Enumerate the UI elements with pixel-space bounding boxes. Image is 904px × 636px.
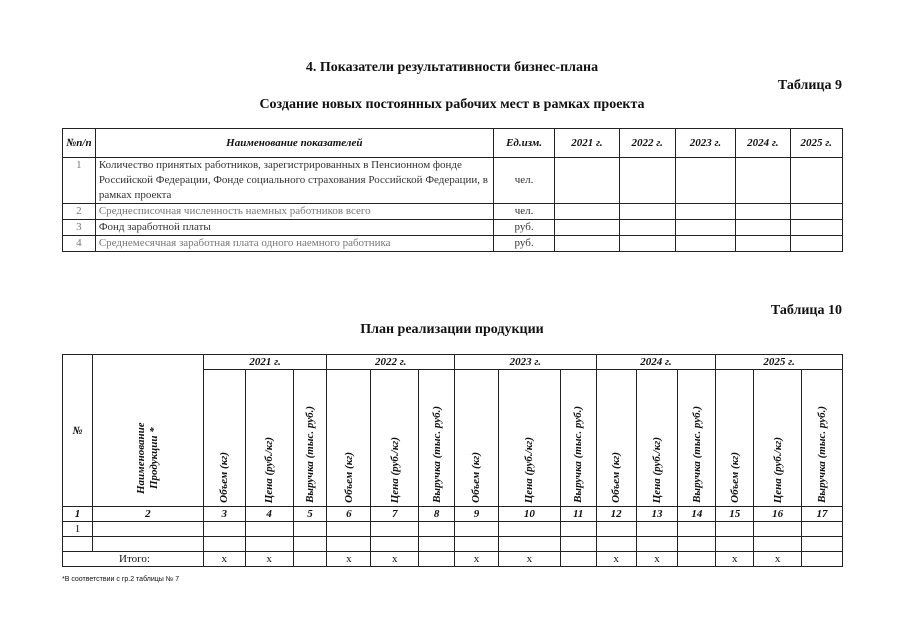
x-mark: x <box>371 552 419 567</box>
sub-revenue: Выручка (тыс. руб.) <box>802 370 843 507</box>
cell <box>555 236 619 252</box>
x-mark: x <box>455 552 499 567</box>
table-row <box>63 220 843 236</box>
sub-price: Цена (руб./кг) <box>498 370 560 507</box>
cell <box>619 220 675 236</box>
col-number: 16 <box>754 507 802 522</box>
col-number: 9 <box>455 507 499 522</box>
row-name: Среднесписочная численность наемных работников всего <box>95 204 493 220</box>
table9-header-2024: 2024 г. <box>736 129 790 158</box>
row-num: 1 <box>63 158 96 204</box>
col-number: 2 <box>92 507 203 522</box>
cell <box>619 204 675 220</box>
table10 <box>62 354 843 567</box>
table9-title: Создание новых постоянных рабочих мест в рамках проекта <box>259 97 645 112</box>
row-unit: руб. <box>493 220 555 236</box>
table-row <box>63 204 843 220</box>
table10-title: План реализации продукции <box>360 322 544 337</box>
year-2025: 2025 г. <box>716 355 843 370</box>
sub-price: Цена (руб./кг) <box>245 370 293 507</box>
sub-volume: Объем (кг) <box>203 370 245 507</box>
year-2023: 2023 г. <box>455 355 597 370</box>
row-num: 2 <box>63 204 96 220</box>
table-row <box>63 158 843 204</box>
col-number: 1 <box>63 507 93 522</box>
row-name: Фонд заработной платы <box>95 220 493 236</box>
cell <box>790 236 843 252</box>
row-unit: чел. <box>493 158 555 204</box>
x-mark: x <box>327 552 371 567</box>
row-unit: чел. <box>493 204 555 220</box>
row-num: 1 <box>63 522 93 537</box>
col-number: 11 <box>560 507 596 522</box>
table-row-total <box>63 552 843 567</box>
cell <box>675 236 735 252</box>
sub-volume: Объем (кг) <box>455 370 499 507</box>
col-number: 13 <box>636 507 678 522</box>
sub-price: Цена (руб./кг) <box>371 370 419 507</box>
footnote: *В соответствии с гр.2 таблицы № 7 <box>62 576 180 583</box>
x-mark: x <box>245 552 293 567</box>
table9-header-2022: 2022 г. <box>619 129 675 158</box>
cell <box>736 158 790 204</box>
table10-header-name: Наименование Продукции * <box>92 355 203 507</box>
row-num: 4 <box>63 236 96 252</box>
cell <box>619 158 675 204</box>
col-number: 12 <box>596 507 636 522</box>
cell <box>555 220 619 236</box>
table9-header-unit: Ед.изм. <box>493 129 555 158</box>
table9-label: Таблица 9 <box>777 78 842 93</box>
cell <box>555 158 619 204</box>
sub-volume: Объем (кг) <box>327 370 371 507</box>
cell <box>790 204 843 220</box>
table9-header-name: Наименование показателей <box>95 129 493 158</box>
x-mark: x <box>498 552 560 567</box>
table10-header-num: № <box>63 355 93 507</box>
sub-volume: Объем (кг) <box>596 370 636 507</box>
cell <box>619 236 675 252</box>
year-2021: 2021 г. <box>203 355 327 370</box>
sub-revenue: Выручка (тыс. руб.) <box>560 370 596 507</box>
cell <box>675 204 735 220</box>
table-row <box>63 537 843 552</box>
table10-label: Таблица 10 <box>770 303 842 318</box>
table9 <box>62 128 843 252</box>
table9-header-2025: 2025 г. <box>790 129 843 158</box>
cell <box>790 220 843 236</box>
cell <box>675 158 735 204</box>
cell <box>736 204 790 220</box>
table10-colnum-row <box>63 507 843 522</box>
col-number: 7 <box>371 507 419 522</box>
col-number: 8 <box>419 507 455 522</box>
cell <box>675 220 735 236</box>
total-label: Итого: <box>63 552 204 567</box>
sub-revenue: Выручка (тыс. руб.) <box>419 370 455 507</box>
col-number: 6 <box>327 507 371 522</box>
year-2022: 2022 г. <box>327 355 455 370</box>
table9-header-num: №п/п <box>63 129 96 158</box>
sub-price: Цена (руб./кг) <box>636 370 678 507</box>
cell <box>790 158 843 204</box>
table9-header-row <box>63 129 843 158</box>
col-number: 15 <box>716 507 754 522</box>
cell <box>555 204 619 220</box>
sub-price: Цена (руб./кг) <box>754 370 802 507</box>
table-row <box>63 522 843 537</box>
x-mark: x <box>716 552 754 567</box>
x-mark: x <box>203 552 245 567</box>
col-number: 5 <box>293 507 327 522</box>
row-name: Среднемесячная заработная плата одного наемного работника <box>95 236 493 252</box>
cell <box>736 220 790 236</box>
table10-year-row <box>63 355 843 370</box>
sub-volume: Объем (кг) <box>716 370 754 507</box>
col-number: 17 <box>802 507 843 522</box>
col-number: 4 <box>245 507 293 522</box>
x-mark: x <box>596 552 636 567</box>
year-2024: 2024 г. <box>596 355 716 370</box>
row-unit: руб. <box>493 236 555 252</box>
table-row <box>63 236 843 252</box>
x-mark: x <box>754 552 802 567</box>
col-number: 3 <box>203 507 245 522</box>
sub-revenue: Выручка (тыс. руб.) <box>678 370 716 507</box>
x-mark: x <box>636 552 678 567</box>
table9-header-2023: 2023 г. <box>675 129 735 158</box>
col-number: 10 <box>498 507 560 522</box>
cell <box>736 236 790 252</box>
table9-header-2021: 2021 г. <box>555 129 619 158</box>
row-name: Количество принятых работников, зарегистрированных в Пенсионном фонде Российской Федерации, Фонде социального страхования Российской Федерации, в рамках проекта <box>95 158 493 204</box>
row-num: 3 <box>63 220 96 236</box>
col-number: 14 <box>678 507 716 522</box>
section-title: 4. Показатели результативности бизнес-плана <box>305 60 599 75</box>
sub-revenue: Выручка (тыс. руб.) <box>293 370 327 507</box>
